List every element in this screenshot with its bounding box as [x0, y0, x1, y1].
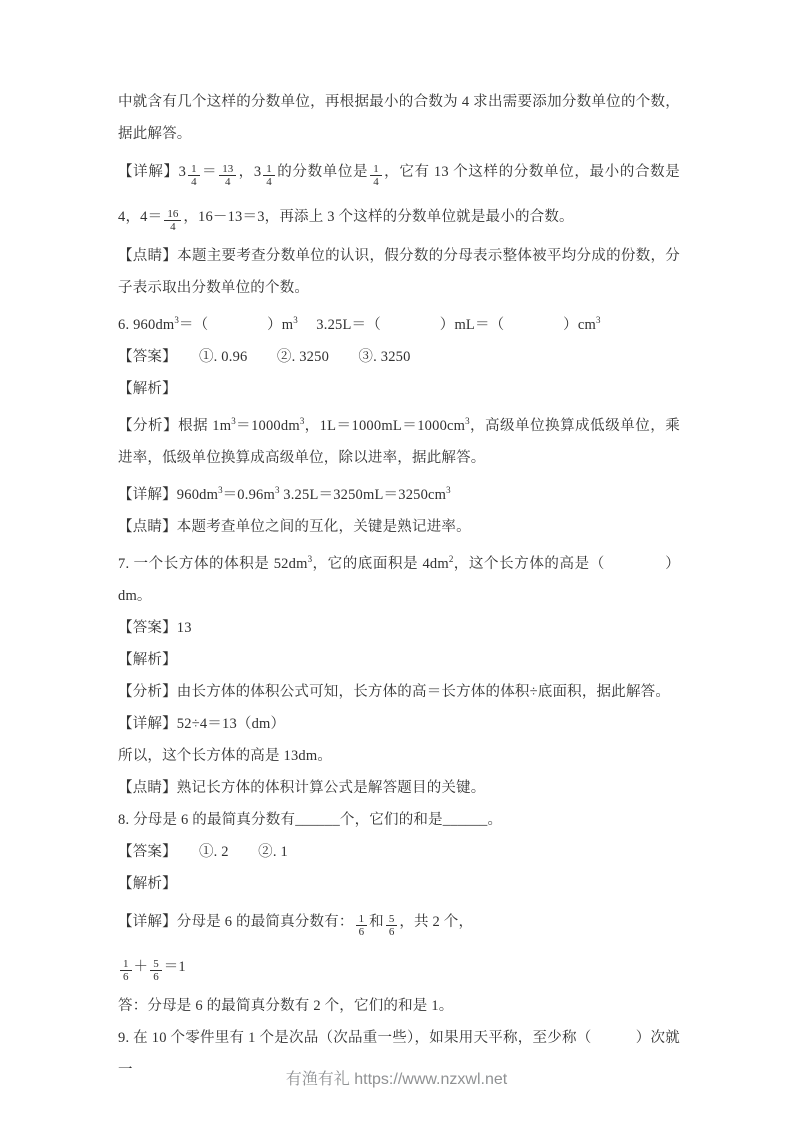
fraction-numerator: 13: [222, 162, 234, 175]
text-run: 【点睛】本题主要考查分数单位的认识，假分数的分母表示整体被平均分成的份数，分子表示取出分数单位的个数。: [118, 248, 680, 296]
fraction-denominator: 4: [219, 175, 236, 189]
formula-8: [118, 945, 680, 990]
superscript-exponent: 3: [596, 315, 601, 325]
text-run: 中就含有几个这样的分数单位，再根据最小的合数为 4 求出需要添加分数单位的个数，据此解答。: [118, 94, 680, 142]
text-run: 【分析】由长方体的体积公式可知，长方体的高＝长方体的体积÷底面积，据此解答。: [118, 684, 671, 700]
fraction: [356, 913, 368, 939]
text-run: ，16－13＝3，再添上 3 个这样的分数单位就是最小的合数。: [183, 209, 574, 225]
text-run: 3.25L＝（ ）mL＝（ ）cm: [297, 317, 596, 333]
fraction: [120, 958, 132, 984]
text-run: 【详解】960dm: [118, 487, 219, 503]
footer-watermark-text: 有渔有礼 https://www.nzxwl.net: [285, 1071, 508, 1088]
text-run: 【点睛】熟记长方体的体积计算公式是解答题目的关键。: [118, 780, 486, 796]
text-run: 【解析】: [118, 381, 177, 397]
text-run: ＝1: [163, 959, 186, 975]
text-run: 【详解】3: [118, 164, 187, 180]
fraction-numerator: 1: [123, 957, 129, 970]
superscript-exponent: 3: [299, 416, 305, 426]
answer-8: [118, 836, 680, 868]
question-6: [118, 304, 680, 341]
text-run: ＝: [201, 164, 218, 180]
superscript-exponent: 3: [231, 416, 236, 426]
page-footer: [0, 1066, 793, 1089]
fraction-denominator: 4: [263, 175, 275, 189]
fraction-numerator: 1: [358, 912, 365, 925]
analysis-label-8: [118, 868, 680, 900]
analysis-6: [118, 405, 680, 474]
fraction-denominator: 4: [188, 175, 200, 189]
text-run: ＋: [133, 959, 149, 975]
fraction-denominator: 6: [386, 925, 398, 939]
fraction: [386, 913, 398, 939]
text-run: 所以，这个长方体的高是 13dm。: [118, 748, 333, 764]
fraction: [164, 208, 181, 234]
fraction-numerator: 1: [266, 162, 272, 175]
fraction-denominator: 6: [356, 925, 368, 939]
superscript-exponent: 2: [448, 554, 454, 564]
analysis-label-7: [118, 644, 680, 676]
text-run: 和: [369, 914, 384, 930]
explanation-5-note: [118, 240, 680, 304]
text-run: 【点睛】本题考查单位之间的互化，关键是熟记进率。: [118, 519, 471, 535]
text-run: 6. 960dm: [118, 317, 175, 333]
answer-7: [118, 612, 680, 644]
fraction-numerator: 1: [191, 162, 197, 175]
superscript-exponent: 3: [293, 315, 298, 325]
fraction: [370, 163, 382, 189]
detail-7: [118, 708, 680, 740]
fraction-denominator: 4: [164, 220, 181, 234]
analysis-label-6: [118, 373, 680, 405]
fraction-numerator: 5: [153, 957, 159, 970]
text-run: 【答案】 ①. 2 ②. 1: [118, 844, 288, 860]
fraction: [150, 958, 162, 984]
explanation-5-detail: [118, 150, 680, 240]
text-run: ，高级单位换算成低级单位，乘进率，低级单位换算成高级单位，除以进率，据此解答。: [118, 418, 680, 466]
text-run: 【解析】: [118, 876, 177, 892]
text-run: 【详解】52÷4＝13（dm）: [118, 716, 286, 732]
text-run: ＝0.96m: [222, 487, 275, 503]
fraction-numerator: 5: [388, 912, 395, 925]
fraction-denominator: 6: [150, 970, 162, 984]
text-run: ，共 2 个，: [399, 914, 474, 930]
text-run: 【答案】 ①. 0.96 ②. 3250 ③. 3250: [118, 349, 411, 365]
note-7: [118, 772, 680, 804]
detail-6: [118, 474, 680, 511]
conclusion-8: [118, 990, 680, 1022]
text-run: ，它有 13 个这样的分数单位，最小的合数是 4，4＝: [118, 164, 681, 225]
fraction: [219, 163, 236, 189]
superscript-exponent: 3: [274, 485, 280, 495]
fraction: [188, 163, 200, 189]
explanation-5-analysis-continued: [118, 86, 680, 150]
analysis-7: [118, 676, 680, 708]
fraction-numerator: 1: [373, 162, 379, 175]
text-run: 【答案】13: [118, 620, 192, 636]
superscript-exponent: 3: [307, 554, 313, 564]
text-run: ，1L＝1000mL＝1000cm: [304, 418, 466, 434]
superscript-exponent: 3: [174, 315, 179, 325]
text-run: ，3: [238, 164, 262, 180]
note-6: [118, 511, 680, 543]
text-run: ，它的底面积是 4dm: [312, 556, 449, 572]
superscript-exponent: 3: [465, 416, 470, 426]
text-run: 【详解】分母是 6 的最简真分数有：: [118, 914, 354, 930]
text-run: 3.25L＝3250mL＝3250cm: [279, 487, 447, 503]
text-run: 7. 一个长方体的体积是 52dm: [118, 556, 308, 572]
text-run: ，这个长方体的高是（ ）dm。: [118, 556, 680, 604]
fraction-numerator: 16: [167, 207, 179, 220]
question-7: [118, 543, 680, 612]
answer-6: [118, 341, 680, 373]
fraction-denominator: 6: [120, 970, 132, 984]
fraction-denominator: 4: [370, 175, 382, 189]
superscript-exponent: 3: [218, 485, 223, 495]
text-run: 的分数单位是: [276, 164, 369, 180]
text-run: 答：分母是 6 的最简真分数有 2 个，它们的和是 1。: [118, 998, 454, 1014]
conclusion-7: [118, 740, 680, 772]
detail-8: [118, 900, 680, 945]
text-run: 8. 分母是 6 的最简真分数有______个，它们的和是______。: [118, 812, 503, 828]
superscript-exponent: 3: [446, 485, 451, 495]
text-run: 【分析】根据 1m: [118, 418, 232, 434]
text-run: 9. 在 10 个零件里有 1 个是次品（次品重一些），如果用天平称，至少称（ ）次就一: [118, 1030, 680, 1078]
question-8: [118, 804, 680, 836]
document-body: [118, 86, 680, 1086]
fraction: [263, 163, 275, 189]
text-run: ＝1000dm: [235, 418, 300, 434]
text-run: 【解析】: [118, 652, 177, 668]
text-run: ＝（ ）m: [178, 317, 294, 333]
